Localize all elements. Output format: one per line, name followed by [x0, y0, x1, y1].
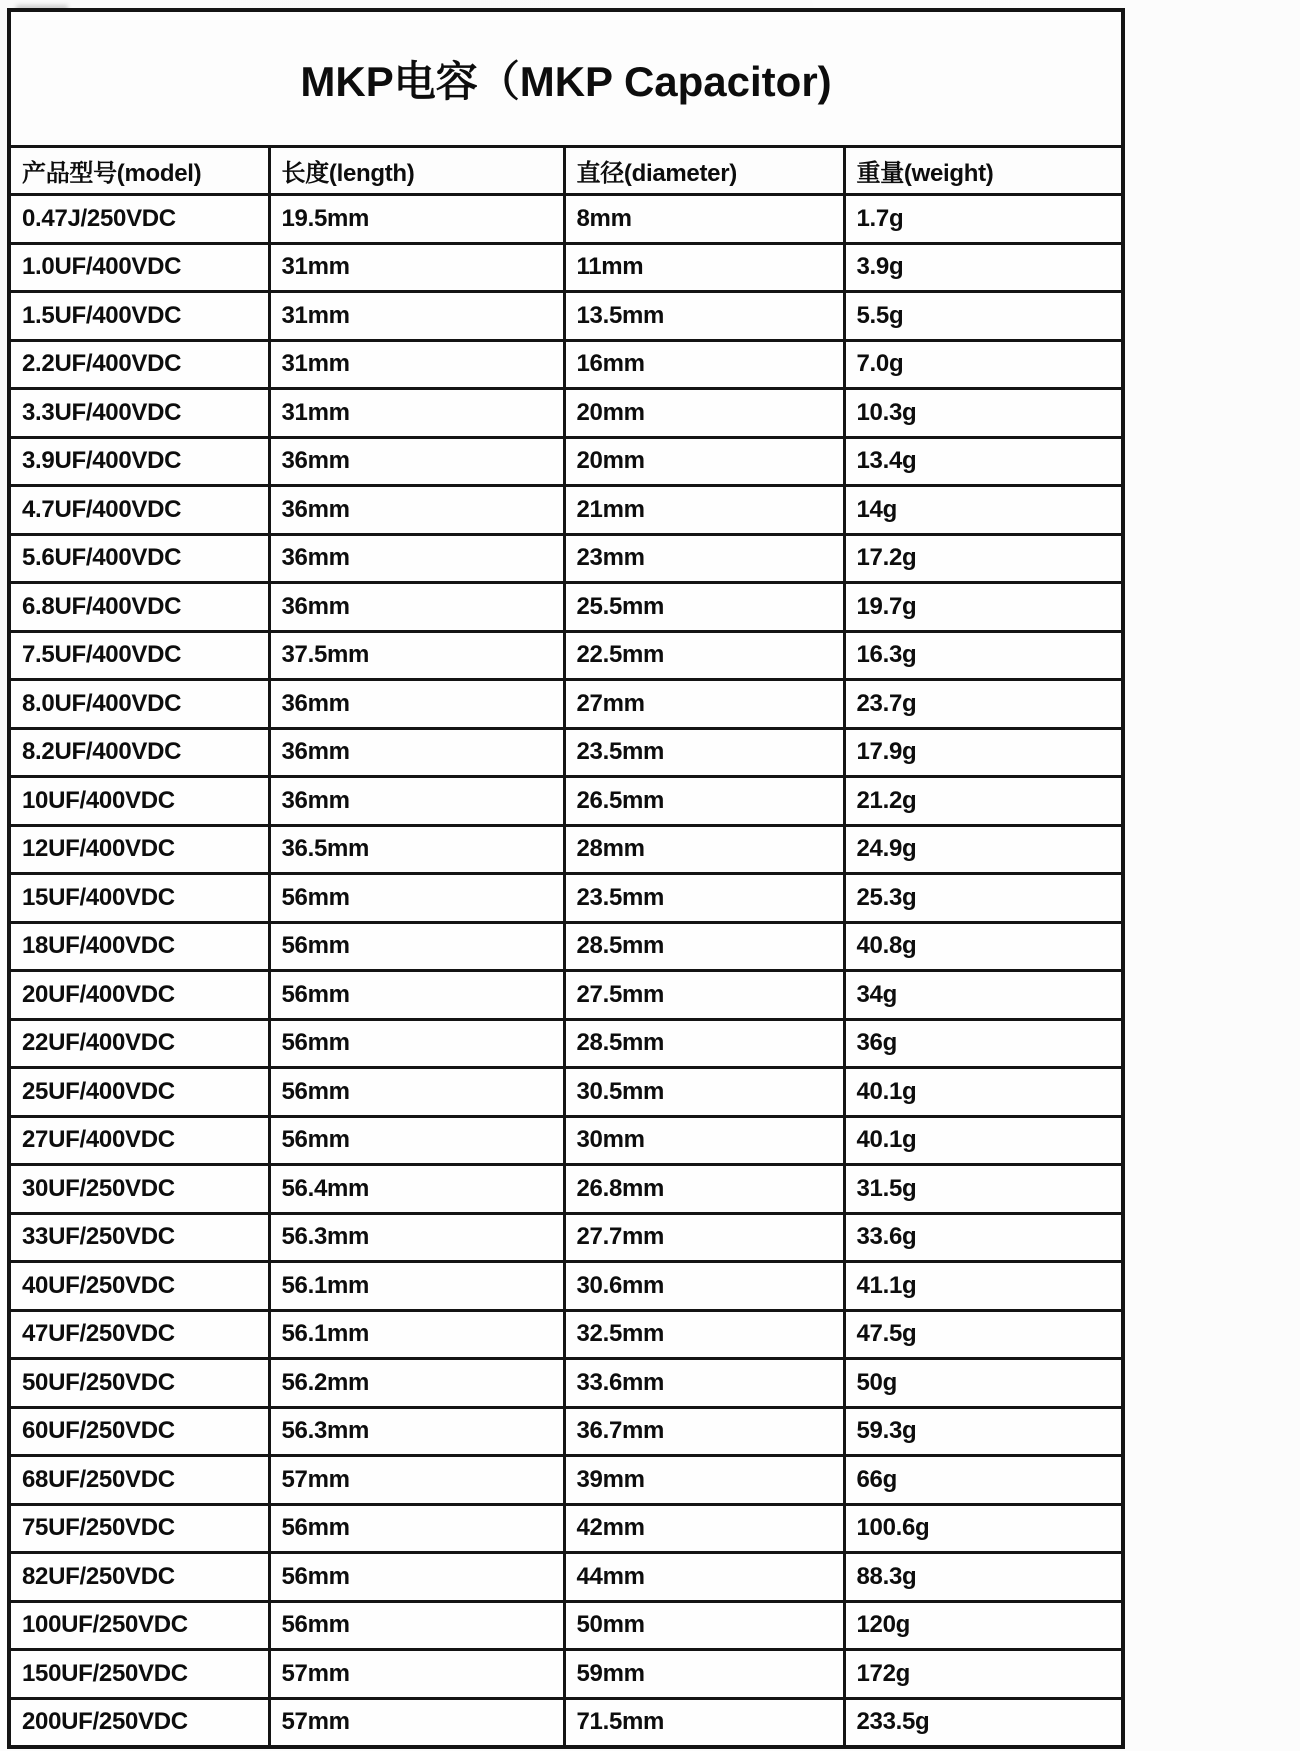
diameter-cell: 44mm [564, 1553, 844, 1602]
length-cell: 56mm [269, 1601, 564, 1650]
diameter-cell: 27mm [564, 680, 844, 729]
length-cell: 56mm [269, 1068, 564, 1117]
model-cell: 82UF/250VDC [9, 1553, 269, 1602]
model-cell: 40UF/250VDC [9, 1262, 269, 1311]
diameter-cell: 59mm [564, 1650, 844, 1699]
model-cell: 6.8UF/400VDC [9, 583, 269, 632]
model-cell: 25UF/400VDC [9, 1068, 269, 1117]
model-cell: 75UF/250VDC [9, 1504, 269, 1553]
model-cell: 200UF/250VDC [9, 1698, 269, 1747]
table-row [9, 631, 1123, 680]
weight-cell: 40.1g [844, 1068, 1123, 1117]
weight-cell: 16.3g [844, 631, 1123, 680]
table-row [9, 1650, 1123, 1699]
model-cell: 27UF/400VDC [9, 1116, 269, 1165]
weight-cell: 34g [844, 971, 1123, 1020]
diameter-cell: 27.7mm [564, 1213, 844, 1262]
weight-cell: 7.0g [844, 340, 1123, 389]
model-cell: 150UF/250VDC [9, 1650, 269, 1699]
model-cell: 33UF/250VDC [9, 1213, 269, 1262]
model-cell: 50UF/250VDC [9, 1359, 269, 1408]
column-header-weight: 重量(weight) [844, 147, 1123, 195]
model-cell: 1.5UF/400VDC [9, 292, 269, 341]
weight-cell: 36g [844, 1019, 1123, 1068]
length-cell: 56.1mm [269, 1310, 564, 1359]
model-cell: 7.5UF/400VDC [9, 631, 269, 680]
table-row [9, 874, 1123, 923]
diameter-cell: 39mm [564, 1456, 844, 1505]
table-row [9, 1262, 1123, 1311]
length-cell: 56mm [269, 922, 564, 971]
length-cell: 36mm [269, 534, 564, 583]
column-header-model: 产品型号(model) [9, 147, 269, 195]
diameter-cell: 13.5mm [564, 292, 844, 341]
table-row [9, 1213, 1123, 1262]
weight-cell: 23.7g [844, 680, 1123, 729]
model-cell: 30UF/250VDC [9, 1165, 269, 1214]
table-row [9, 825, 1123, 874]
weight-cell: 33.6g [844, 1213, 1123, 1262]
length-cell: 31mm [269, 389, 564, 438]
weight-cell: 40.8g [844, 922, 1123, 971]
length-cell: 57mm [269, 1650, 564, 1699]
diameter-cell: 20mm [564, 437, 844, 486]
table-row [9, 1068, 1123, 1117]
model-cell: 68UF/250VDC [9, 1456, 269, 1505]
diameter-cell: 8mm [564, 195, 844, 244]
model-cell: 0.47J/250VDC [9, 195, 269, 244]
length-cell: 36mm [269, 777, 564, 826]
length-cell: 36mm [269, 437, 564, 486]
model-cell: 8.0UF/400VDC [9, 680, 269, 729]
weight-cell: 40.1g [844, 1116, 1123, 1165]
weight-cell: 24.9g [844, 825, 1123, 874]
length-cell: 56mm [269, 1116, 564, 1165]
model-cell: 15UF/400VDC [9, 874, 269, 923]
diameter-cell: 11mm [564, 243, 844, 292]
title-row [9, 10, 1123, 147]
diameter-cell: 27.5mm [564, 971, 844, 1020]
diameter-cell: 22.5mm [564, 631, 844, 680]
weight-cell: 1.7g [844, 195, 1123, 244]
model-cell: 3.9UF/400VDC [9, 437, 269, 486]
length-cell: 36.5mm [269, 825, 564, 874]
table-row [9, 534, 1123, 583]
table-row [9, 777, 1123, 826]
diameter-cell: 30mm [564, 1116, 844, 1165]
model-cell: 1.0UF/400VDC [9, 243, 269, 292]
length-cell: 56mm [269, 1553, 564, 1602]
weight-cell: 100.6g [844, 1504, 1123, 1553]
diameter-cell: 23.5mm [564, 874, 844, 923]
weight-cell: 17.2g [844, 534, 1123, 583]
weight-cell: 21.2g [844, 777, 1123, 826]
length-cell: 56.3mm [269, 1213, 564, 1262]
table-row [9, 922, 1123, 971]
length-cell: 36mm [269, 728, 564, 777]
model-cell: 20UF/400VDC [9, 971, 269, 1020]
model-cell: 47UF/250VDC [9, 1310, 269, 1359]
model-cell: 22UF/400VDC [9, 1019, 269, 1068]
length-cell: 57mm [269, 1698, 564, 1747]
table-row [9, 1553, 1123, 1602]
model-cell: 100UF/250VDC [9, 1601, 269, 1650]
length-cell: 31mm [269, 243, 564, 292]
diameter-cell: 33.6mm [564, 1359, 844, 1408]
table-row [9, 1116, 1123, 1165]
capacitor-spec-table [7, 8, 1125, 1749]
table-body [9, 195, 1123, 1748]
weight-cell: 50g [844, 1359, 1123, 1408]
weight-cell: 233.5g [844, 1698, 1123, 1747]
diameter-cell: 20mm [564, 389, 844, 438]
length-cell: 56.2mm [269, 1359, 564, 1408]
diameter-cell: 28.5mm [564, 922, 844, 971]
table-row [9, 1310, 1123, 1359]
length-cell: 36mm [269, 486, 564, 535]
weight-cell: 120g [844, 1601, 1123, 1650]
weight-cell: 88.3g [844, 1553, 1123, 1602]
weight-cell: 13.4g [844, 437, 1123, 486]
diameter-cell: 26.8mm [564, 1165, 844, 1214]
diameter-cell: 71.5mm [564, 1698, 844, 1747]
diameter-cell: 26.5mm [564, 777, 844, 826]
table-row [9, 1359, 1123, 1408]
model-cell: 8.2UF/400VDC [9, 728, 269, 777]
length-cell: 56.1mm [269, 1262, 564, 1311]
table-row [9, 680, 1123, 729]
model-cell: 2.2UF/400VDC [9, 340, 269, 389]
diameter-cell: 50mm [564, 1601, 844, 1650]
table-row [9, 195, 1123, 244]
weight-cell: 17.9g [844, 728, 1123, 777]
length-cell: 19.5mm [269, 195, 564, 244]
length-cell: 31mm [269, 340, 564, 389]
table-row [9, 1601, 1123, 1650]
table-row [9, 1019, 1123, 1068]
model-cell: 5.6UF/400VDC [9, 534, 269, 583]
table-row [9, 389, 1123, 438]
length-cell: 56mm [269, 971, 564, 1020]
weight-cell: 172g [844, 1650, 1123, 1699]
length-cell: 56.3mm [269, 1407, 564, 1456]
diameter-cell: 42mm [564, 1504, 844, 1553]
table-row [9, 1456, 1123, 1505]
weight-cell: 47.5g [844, 1310, 1123, 1359]
weight-cell: 19.7g [844, 583, 1123, 632]
length-cell: 56mm [269, 874, 564, 923]
weight-cell: 66g [844, 1456, 1123, 1505]
weight-cell: 10.3g [844, 389, 1123, 438]
table-row [9, 1165, 1123, 1214]
table-row [9, 437, 1123, 486]
weight-cell: 3.9g [844, 243, 1123, 292]
table-row [9, 971, 1123, 1020]
table-row [9, 1407, 1123, 1456]
length-cell: 36mm [269, 583, 564, 632]
model-cell: 10UF/400VDC [9, 777, 269, 826]
column-header-length: 长度(length) [269, 147, 564, 195]
diameter-cell: 30.6mm [564, 1262, 844, 1311]
weight-cell: 14g [844, 486, 1123, 535]
diameter-cell: 16mm [564, 340, 844, 389]
table-row [9, 292, 1123, 341]
diameter-cell: 25.5mm [564, 583, 844, 632]
model-cell: 4.7UF/400VDC [9, 486, 269, 535]
weight-cell: 41.1g [844, 1262, 1123, 1311]
model-cell: 18UF/400VDC [9, 922, 269, 971]
table-row [9, 728, 1123, 777]
diameter-cell: 36.7mm [564, 1407, 844, 1456]
weight-cell: 31.5g [844, 1165, 1123, 1214]
length-cell: 56mm [269, 1019, 564, 1068]
page-title: MKP电容（MKP Capacitor) [9, 10, 1123, 147]
length-cell: 36mm [269, 680, 564, 729]
diameter-cell: 21mm [564, 486, 844, 535]
table-row [9, 243, 1123, 292]
weight-cell: 59.3g [844, 1407, 1123, 1456]
table-row [9, 1698, 1123, 1747]
diameter-cell: 30.5mm [564, 1068, 844, 1117]
weight-cell: 5.5g [844, 292, 1123, 341]
weight-cell: 25.3g [844, 874, 1123, 923]
table-row [9, 583, 1123, 632]
table-row [9, 486, 1123, 535]
diameter-cell: 32.5mm [564, 1310, 844, 1359]
diameter-cell: 28mm [564, 825, 844, 874]
diameter-cell: 23.5mm [564, 728, 844, 777]
length-cell: 56.4mm [269, 1165, 564, 1214]
model-cell: 60UF/250VDC [9, 1407, 269, 1456]
model-cell: 12UF/400VDC [9, 825, 269, 874]
table-row [9, 1504, 1123, 1553]
header-row [9, 147, 1123, 195]
length-cell: 37.5mm [269, 631, 564, 680]
diameter-cell: 23mm [564, 534, 844, 583]
length-cell: 31mm [269, 292, 564, 341]
model-cell: 3.3UF/400VDC [9, 389, 269, 438]
column-header-diameter: 直径(diameter) [564, 147, 844, 195]
table-row [9, 340, 1123, 389]
length-cell: 57mm [269, 1456, 564, 1505]
diameter-cell: 28.5mm [564, 1019, 844, 1068]
length-cell: 56mm [269, 1504, 564, 1553]
